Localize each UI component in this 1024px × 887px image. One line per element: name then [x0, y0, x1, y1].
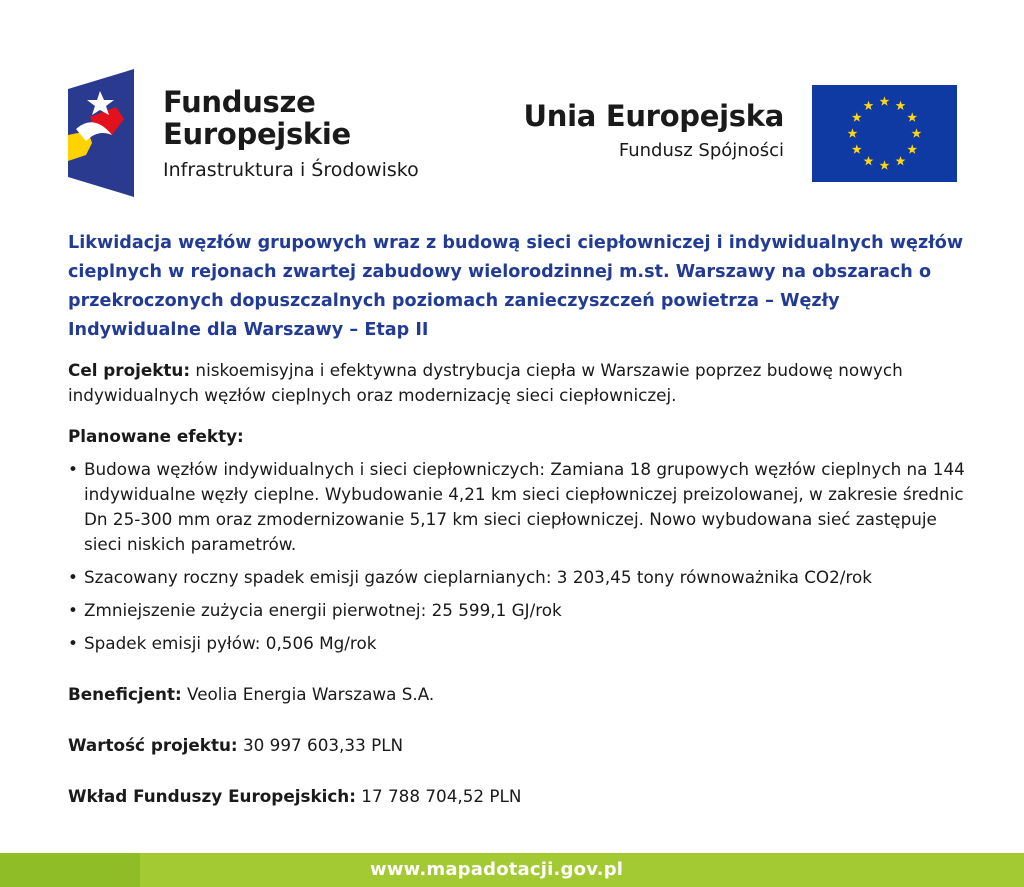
- fe-title-line1: Fundusze: [163, 85, 316, 119]
- beneficiary: [68, 682, 968, 707]
- list-item: [68, 631, 968, 656]
- effect-text: Spadek emisji pyłów: 0,506 Mg/rok: [84, 633, 377, 653]
- ue-subtitle: Fundusz Spójności: [618, 140, 784, 161]
- bullet-icon: •: [68, 459, 78, 479]
- project-title: Likwidacja węzłów grupowych wraz z budową sieci ciepłowniczej i indywidualnych węzłów cieplnych w rejonach zwartej zabudowy wielorodzinnej m.st. Warszawy na obszarach o przekroczonych dopuszczalnych poziomach zanieczyszczeń powietrza – Węzły Indywidualne dla Warszawy – Etap II: [68, 233, 964, 340]
- ue-title: Unia Europejska: [523, 99, 784, 133]
- footer-main: [140, 853, 1024, 887]
- goal-label: Cel projektu:: [68, 360, 191, 380]
- bullet-icon: •: [68, 600, 78, 620]
- fe-title-line2: Europejskie: [163, 117, 351, 151]
- bullet-icon: •: [68, 567, 78, 587]
- effects-heading: Planowane efekty:: [68, 426, 244, 446]
- project-value-label: Wartość projektu:: [68, 735, 238, 755]
- project-value: [68, 733, 968, 758]
- footer-bar: [0, 853, 1024, 887]
- list-item: [68, 565, 968, 590]
- fundusze-europejskie-logo-icon: [68, 69, 134, 197]
- beneficiary-value: Veolia Energia Warszawa S.A.: [181, 684, 435, 704]
- contribution-label: Wkład Funduszy Europejskich:: [68, 786, 356, 806]
- project-details: [68, 358, 968, 825]
- eu-contribution: [68, 784, 968, 809]
- fe-subtitle: Infrastruktura i Środowisko: [163, 159, 419, 181]
- eu-flag-icon: [812, 85, 957, 182]
- effect-text: Budowa węzłów indywidualnych i sieci ciepłowniczych: Zamiana 18 grupowych węzłów cieplnych na 144 indywidualne węzły cieplne. Wybudowanie 4,21 km sieci ciepłowniczej preizolowanej, w zakresie średnic Dn 25-300 mm oraz zmodernizowanie 5,17 km sieci ciepłowniczej. Nowo wybudowana sieć zastępuje sieci niskich parametrów.: [84, 459, 965, 554]
- effects-list: [68, 457, 968, 656]
- bullet-icon: •: [68, 633, 78, 653]
- footer-url[interactable]: www.mapadotacji.gov.pl: [370, 859, 624, 880]
- effect-text: Zmniejszenie zużycia energii pierwotnej: 25 599,1 GJ/rok: [84, 600, 562, 620]
- footer-accent: [0, 853, 140, 887]
- project-goal: [68, 358, 968, 408]
- contribution-amount: 17 788 704,52 PLN: [355, 786, 522, 806]
- list-item: [68, 598, 968, 623]
- effect-text: Szacowany roczny spadek emisji gazów cieplarnianych: 3 203,45 tony równoważnika CO2/rok: [84, 567, 872, 587]
- beneficiary-label: Beneficjent:: [68, 684, 182, 704]
- project-value-amount: 30 997 603,33 PLN: [237, 735, 404, 755]
- list-item: [68, 457, 968, 557]
- goal-text: niskoemisyjna i efektywna dystrybucja ciepła w Warszawie poprzez budowę nowych indywidualnych węzłów cieplnych oraz modernizację sieci ciepłowniczej.: [68, 360, 903, 405]
